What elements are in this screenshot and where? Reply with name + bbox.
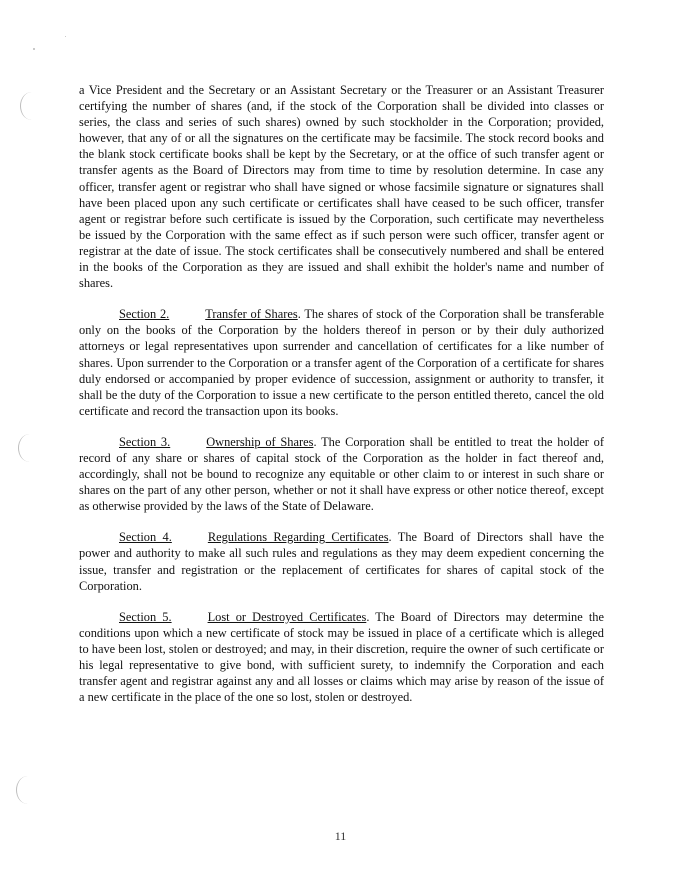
section-2-body: . The shares of stock of the Corporation shall be transferable only on the books of the Corporation by the holders thereof in person or by their duly authorized attorneys or legal representatives upon surrender and cancellation of certificates for a like number of shares. Upon surrender to the Corporation or a transfer agent of the Corporation of a certificate for shares duly endorsed or accompanied by proper evidence of succession, assignment or authority to transfer, it shall be the duty of the Corporation to issue a new certificate to the person entitled thereto, cancel the old certificate and record the transaction upon its books. [79, 307, 605, 418]
section-4-title: Regulations Regarding Certificates [207, 530, 389, 545]
section-5-paragraph [79, 609, 604, 706]
section-3-number: Section 3. [119, 434, 171, 449]
document-body [79, 82, 604, 720]
section-4-body: . The Board of Directors shall have the power and authority to make all such rules and regulations as they may deem expedient concerning the issue, transfer and registration or the replacement of certificates for shares of capital stock of the Corporation. [79, 530, 604, 593]
page-number: 11 [334, 829, 347, 843]
section-5-body: . The Board of Directors may determine the conditions upon which a new certificate of stock may be issued in place of a certificate which is alleged to have been lost, stolen or destroyed; and may, in their discretion, require the owner of such certificate or his legal representative to give bond, with sufficient surety, to indemnify the Corporation and each transfer agent and registrar against any and all losses or claims which may arise by reason of the issue of a new certificate in the place of the one so lost, stolen or destroyed. [79, 609, 604, 705]
section-4-number: Section 4. [119, 530, 172, 545]
section-3-title: Ownership of Shares [206, 434, 314, 449]
section-3-body: . The Corporation shall be entitled to treat the holder of record of any share or shares of capital stock of the Corporation as the holder in fact thereof and, accordingly, shall not be bound to recognize any equitable or other claim to or interest in such share or shares on the part of any other person, whether or not it shall have express or other notice thereof, except as otherwise provided by the laws of the State of Delaware. [79, 434, 604, 514]
binder-hole-mark [18, 434, 41, 462]
section-4-paragraph [79, 529, 604, 593]
section-2-number: Section 2. [119, 307, 170, 322]
scan-speck [65, 36, 66, 37]
binder-hole-mark [16, 776, 39, 804]
binder-hole-mark [20, 92, 43, 120]
intro-paragraph: a Vice President and the Secretary or an Assistant Secretary or the Treasurer or an Assistant Treasurer certifying the number of shares (and, if the stock of the Corporation shall be divided into classes or series, the class and series of such shares) owned by such stockholder in the Corporation; provided, however, that any of or all the signatures on the certificate may be facsimile. The stock record books and the blank stock certificate books shall be kept by the Secretary, or at the office of such transfer agent or transfer agents as the Board of Directors may from time to time by resolution determine. In case any officer, transfer agent or registrar who shall have signed or whose facsimile signature or signatures shall have been placed upon any such certificate or certificates shall have ceased to be such officer, transfer agent or registrar before such certificate is issued by the Corporation, such certificate may nevertheless be issued by the Corporation with the same effect as if such person were such officer, transfer agent or registrar at the date of issue. The stock certificates shall be consecutively numbered and shall be entered in the books of the Corporation as they are issued and shall exhibit the holder's name and number of shares. [79, 83, 604, 291]
section-5-title: Lost or Destroyed Certificates [207, 609, 367, 624]
section-5-number: Section 5. [119, 609, 172, 624]
section-2-title: Transfer of Shares [205, 307, 298, 322]
section-3-paragraph [79, 434, 604, 514]
scan-speck [33, 48, 35, 50]
section-2-paragraph [79, 306, 604, 419]
